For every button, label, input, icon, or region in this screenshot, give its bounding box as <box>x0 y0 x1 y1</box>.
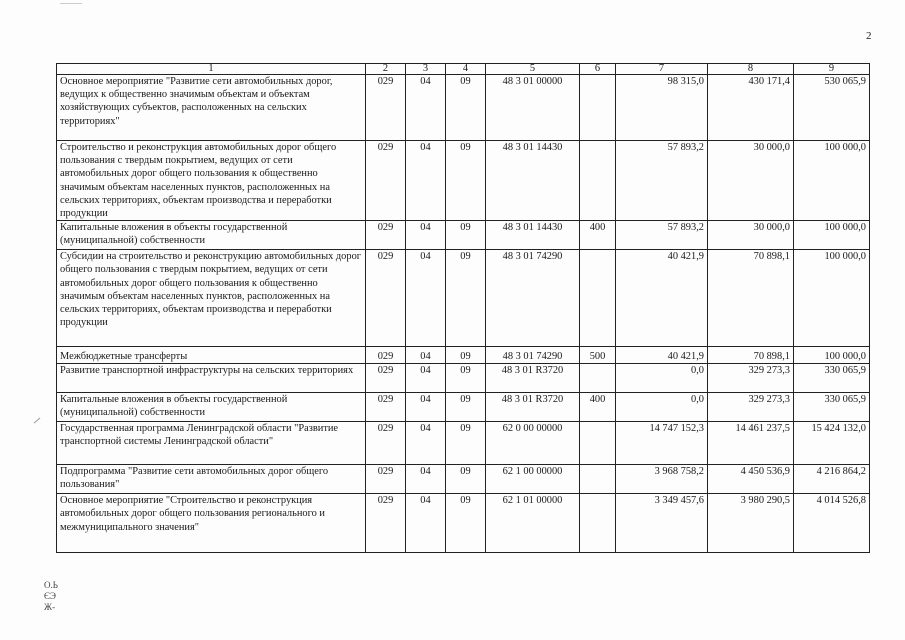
row-section: 04 <box>406 75 446 141</box>
row-admin-code: 029 <box>366 141 406 221</box>
header-row <box>57 64 870 75</box>
row-admin-code: 029 <box>366 347 406 364</box>
row-amount-col9: 330 065,9 <box>794 393 870 422</box>
page-number: 2 <box>866 30 872 42</box>
row-subsection: 09 <box>446 393 486 422</box>
row-target-article: 48 3 01 14430 <box>486 221 580 250</box>
row-expense-type: 400 <box>580 393 616 422</box>
table-row <box>57 141 870 221</box>
row-expense-type <box>580 141 616 221</box>
row-amount-col8: 70 898,1 <box>708 347 794 364</box>
row-amount-col9: 100 000,0 <box>794 347 870 364</box>
row-target-article: 48 3 01 R3720 <box>486 393 580 422</box>
row-section: 04 <box>406 347 446 364</box>
table-row <box>57 364 870 393</box>
row-target-article: 62 1 01 00000 <box>486 494 580 553</box>
header-cell: 1 <box>57 64 366 75</box>
row-name: Основное мероприятие "Развитие сети автомобильных дорог, ведущих к общественно значимым объектам и объектам хозяйствующих субъектов, расположенных на сельских территориях" <box>57 75 366 141</box>
row-subsection: 09 <box>446 141 486 221</box>
row-name: Государственная программа Ленинградской области "Развитие транспортной системы Ленинградской области" <box>57 422 366 465</box>
row-section: 04 <box>406 465 446 494</box>
row-expense-type <box>580 465 616 494</box>
table-row <box>57 347 870 364</box>
header-cell: 3 <box>406 64 446 75</box>
row-name: Субсидии на строительство и реконструкцию автомобильных дорог общего пользования с твердым покрытием, ведущих от сети автомобильных дорог общего пользования к общественно значимым объектам населенных пунктов, расположенных на сельских территориях, объектам производства и переработки продукции <box>57 250 366 347</box>
row-amount-col7: 0,0 <box>616 393 708 422</box>
row-name: Подпрограмма "Развитие сети автомобильных дорог общего пользования" <box>57 465 366 494</box>
row-amount-col9: 4 216 864,2 <box>794 465 870 494</box>
header-cell: 6 <box>580 64 616 75</box>
row-admin-code: 029 <box>366 75 406 141</box>
row-subsection: 09 <box>446 422 486 465</box>
row-amount-col9: 330 065,9 <box>794 364 870 393</box>
row-amount-col8: 70 898,1 <box>708 250 794 347</box>
table-row <box>57 221 870 250</box>
row-name: Развитие транспортной инфраструктуры на сельских территориях <box>57 364 366 393</box>
row-name: Основное мероприятие "Строительство и реконструкция автомобильных дорог общего пользования регионального и межмуниципального значения" <box>57 494 366 553</box>
row-name: Межбюджетные трансферты <box>57 347 366 364</box>
scan-mark <box>60 3 82 4</box>
header-cell: 4 <box>446 64 486 75</box>
row-subsection: 09 <box>446 494 486 553</box>
row-amount-col9: 530 065,9 <box>794 75 870 141</box>
table-row <box>57 75 870 141</box>
row-amount-col8: 14 461 237,5 <box>708 422 794 465</box>
table-row <box>57 250 870 347</box>
margin-notes <box>44 580 58 613</box>
row-amount-col7: 3 968 758,2 <box>616 465 708 494</box>
row-expense-type: 400 <box>580 221 616 250</box>
row-amount-col7: 14 747 152,3 <box>616 422 708 465</box>
row-expense-type <box>580 364 616 393</box>
row-expense-type <box>580 75 616 141</box>
row-subsection: 09 <box>446 465 486 494</box>
row-admin-code: 029 <box>366 465 406 494</box>
side-scan-mark <box>34 418 41 424</box>
row-expense-type <box>580 494 616 553</box>
row-amount-col8: 3 980 290,5 <box>708 494 794 553</box>
row-section: 04 <box>406 250 446 347</box>
row-target-article: 48 3 01 00000 <box>486 75 580 141</box>
row-amount-col8: 4 450 536,9 <box>708 465 794 494</box>
margin-note: ЄЭ <box>44 591 56 601</box>
row-admin-code: 029 <box>366 250 406 347</box>
row-admin-code: 029 <box>366 221 406 250</box>
row-section: 04 <box>406 422 446 465</box>
header-cell: 9 <box>794 64 870 75</box>
row-amount-col8: 430 171,4 <box>708 75 794 141</box>
row-amount-col8: 30 000,0 <box>708 141 794 221</box>
row-amount-col9: 100 000,0 <box>794 141 870 221</box>
row-section: 04 <box>406 393 446 422</box>
row-amount-col7: 0,0 <box>616 364 708 393</box>
row-amount-col7: 98 315,0 <box>616 75 708 141</box>
row-expense-type <box>580 250 616 347</box>
table-row <box>57 422 870 465</box>
row-admin-code: 029 <box>366 422 406 465</box>
row-admin-code: 029 <box>366 364 406 393</box>
row-subsection: 09 <box>446 75 486 141</box>
row-amount-col9: 100 000,0 <box>794 221 870 250</box>
row-subsection: 09 <box>446 347 486 364</box>
header-cell: 8 <box>708 64 794 75</box>
row-amount-col9: 4 014 526,8 <box>794 494 870 553</box>
row-amount-col7: 40 421,9 <box>616 250 708 347</box>
row-amount-col7: 40 421,9 <box>616 347 708 364</box>
row-target-article: 48 3 01 R3720 <box>486 364 580 393</box>
row-target-article: 62 1 00 00000 <box>486 465 580 494</box>
row-section: 04 <box>406 364 446 393</box>
row-subsection: 09 <box>446 250 486 347</box>
table-row <box>57 465 870 494</box>
row-amount-col8: 329 273,3 <box>708 364 794 393</box>
budget-table <box>56 63 870 553</box>
margin-note: Ж- <box>44 602 56 612</box>
row-expense-type <box>580 422 616 465</box>
header-cell: 2 <box>366 64 406 75</box>
row-target-article: 48 3 01 14430 <box>486 141 580 221</box>
row-amount-col9: 15 424 132,0 <box>794 422 870 465</box>
header-cell: 5 <box>486 64 580 75</box>
row-name: Строительство и реконструкция автомобильных дорог общего пользования с твердым покрытием, ведущих от сети автомобильных дорог общего пользования к общественно значимым объектам населенных пунктов, расположенных на сельских территориях, объектам производства и переработки продукции <box>57 141 366 221</box>
header-cell: 7 <box>616 64 708 75</box>
row-subsection: 09 <box>446 221 486 250</box>
row-amount-col9: 100 000,0 <box>794 250 870 347</box>
margin-note: О.Ь <box>44 580 58 590</box>
row-amount-col8: 30 000,0 <box>708 221 794 250</box>
table-row <box>57 494 870 553</box>
row-target-article: 62 0 00 00000 <box>486 422 580 465</box>
row-target-article: 48 3 01 74290 <box>486 250 580 347</box>
row-expense-type: 500 <box>580 347 616 364</box>
row-section: 04 <box>406 494 446 553</box>
row-amount-col7: 57 893,2 <box>616 221 708 250</box>
row-amount-col7: 57 893,2 <box>616 141 708 221</box>
row-target-article: 48 3 01 74290 <box>486 347 580 364</box>
row-name: Капитальные вложения в объекты государственной (муниципальной) собственности <box>57 221 366 250</box>
table-row <box>57 393 870 422</box>
row-section: 04 <box>406 221 446 250</box>
row-amount-col8: 329 273,3 <box>708 393 794 422</box>
row-admin-code: 029 <box>366 494 406 553</box>
row-name: Капитальные вложения в объекты государственной (муниципальной) собственности <box>57 393 366 422</box>
row-amount-col7: 3 349 457,6 <box>616 494 708 553</box>
row-subsection: 09 <box>446 364 486 393</box>
row-section: 04 <box>406 141 446 221</box>
row-admin-code: 029 <box>366 393 406 422</box>
